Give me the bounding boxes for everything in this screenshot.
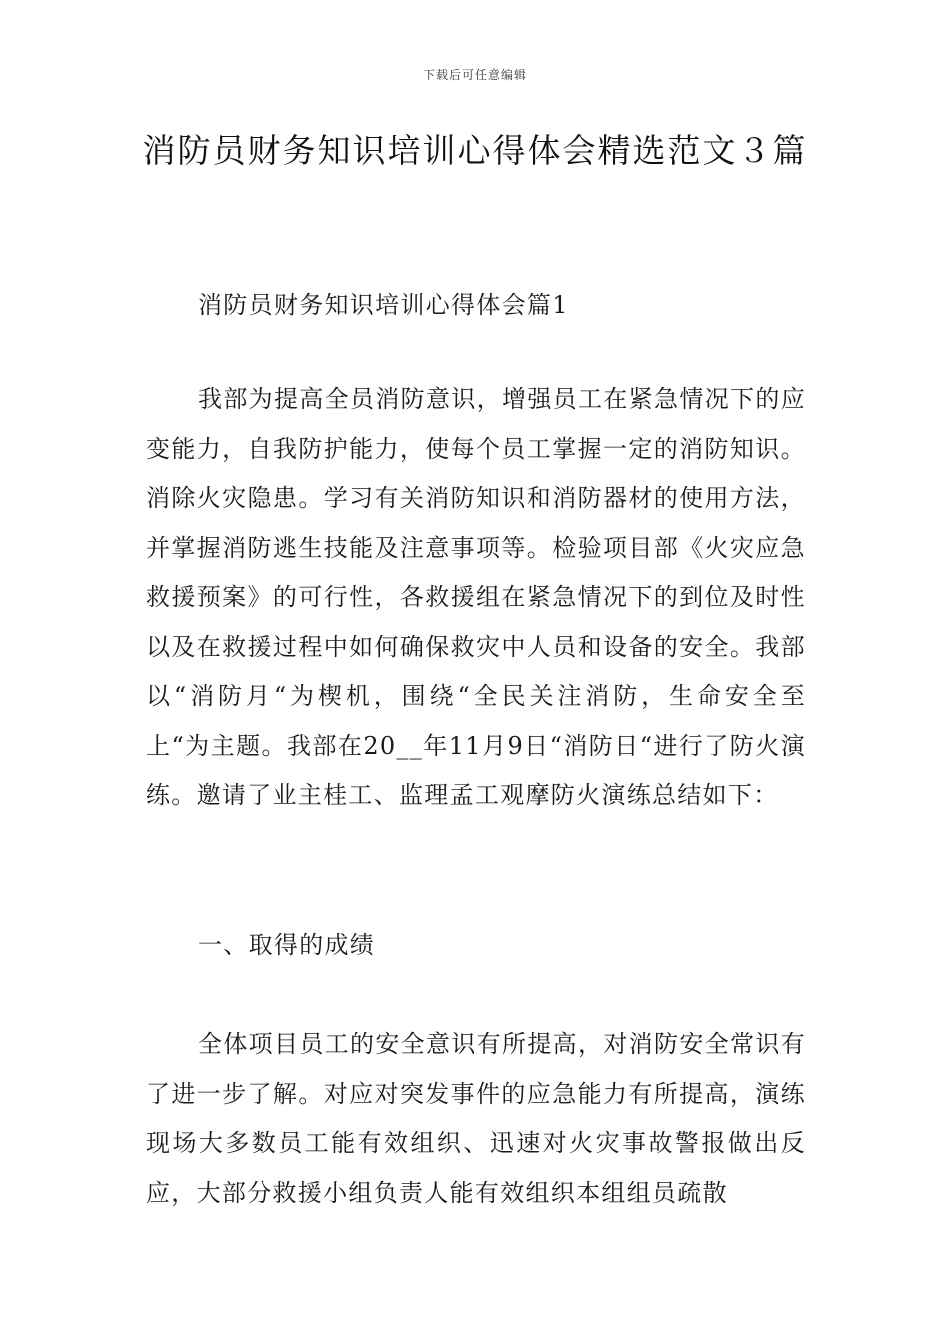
header-note: 下载后可任意编辑 (422, 68, 527, 82)
body-paragraph-1: 我部为提高全员消防意识，增强员工在紧急情况下的应变能力，自我防护能力，使每个员工掌握一定的消防知识。消除火灾隐患。学习有关消防知识和消防器材的使用方法，并掌握消防逃生技能及注意事项等。检验项目部《火灾应急救援预案》的可行性，各救援组在紧急情况下的到位及时性以及在救援过程中如何确保救灾中人员和设备的安全。我部以“消防月“为楔机，围绕“全民关注消防，生命安全至上“为主题。我部在20__年11月9日“消防日“进行了防火演练。邀请了业主桂工、监理孟工观摩防火演练总结如下： (146, 385, 806, 809)
document-title: 消防员财务知识培训心得体会精选范文３篇 (142, 131, 808, 170)
body-paragraph-2: 全体项目员工的安全意识有所提高，对消防安全常识有了进一步了解。对应对突发事件的应急能力有所提高，演练现场大多数员工能有效组织、迅速对火灾事故警报做出反应，大部分救援小组负责人能有效组织本组组员疏散 (146, 1030, 806, 1207)
section-heading-achievements: 一、取得的成绩 (198, 931, 376, 959)
article-subtitle: 消防员财务知识培训心得体会篇1 (198, 291, 569, 319)
